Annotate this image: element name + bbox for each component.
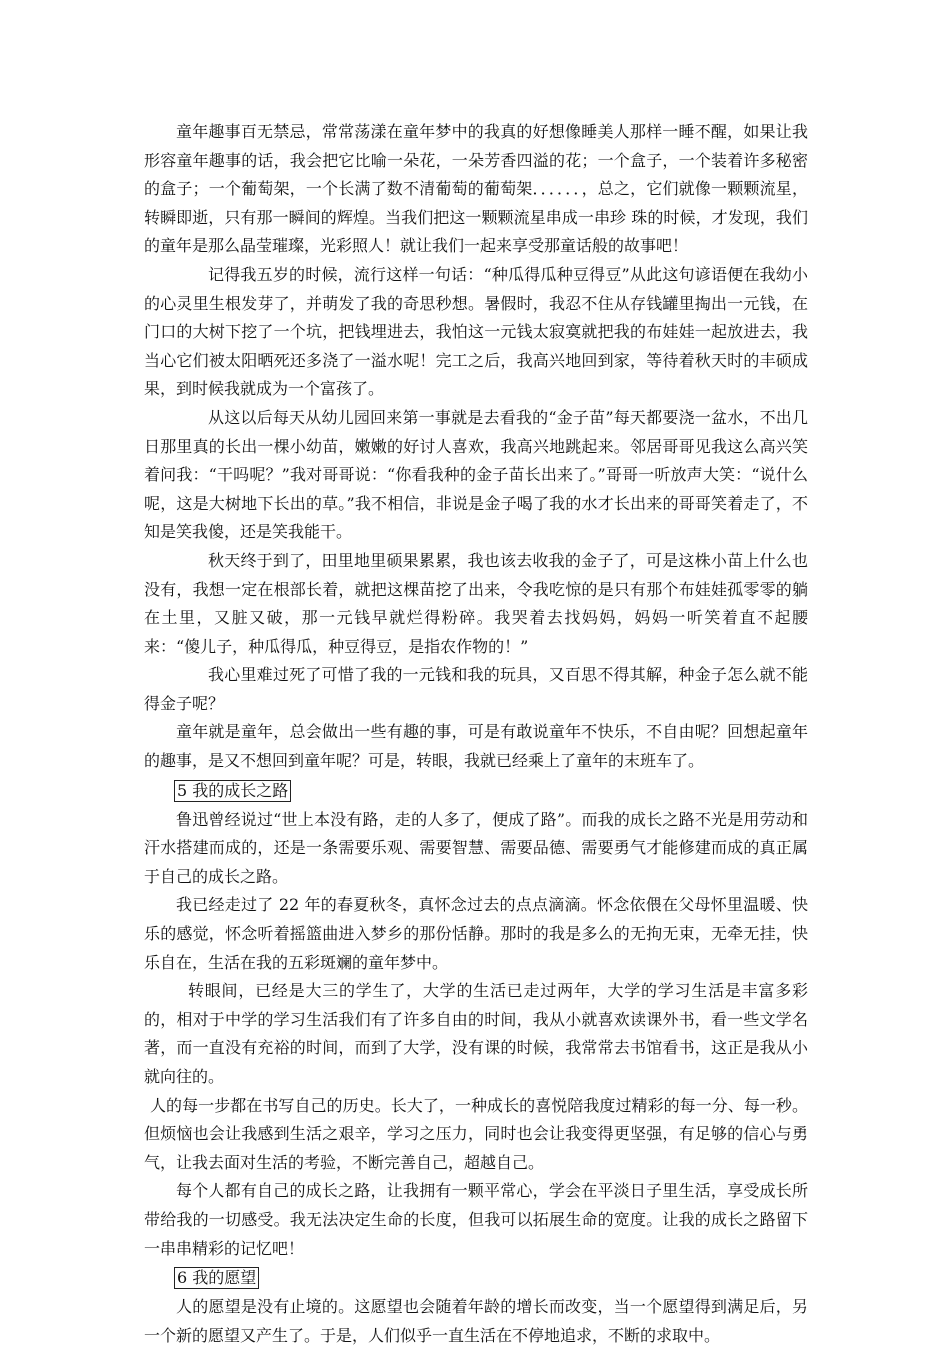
paragraph: 童年就是童年，总会做出一些有趣的事，可是有敢说童年不快乐，不自由呢？回想起童年的趣事，是又不想回到童年呢？可是，转眼，我就已经乘上了童年的末班车了。 xyxy=(144,722,808,771)
paragraph: 从这以后每天从幼儿园回来第一事就是去看我的“金子苗”每天都要浇一盆水，不出几日那里真的长出一棵小幼苗，嫩嫩的好讨人喜欢，我高兴地跳起来。邻居哥哥见我这么高兴笑着问我：“干吗呢？”我对哥哥说：“你看我种的金子苗长出来了。”哥哥一听放声大笑：“说什么呢，这是大树地下长出的草。”我不相信，非说是金子喝了我的水才长出来的哥哥笑着走了，不知是笑我傻，还是笑我能干。 xyxy=(144,407,808,542)
document-body xyxy=(144,118,808,1350)
paragraph: 人的愿望是没有止境的。这愿望也会随着年龄的增长而改变，当一个愿望得到满足后，另一个新的愿望又产生了。于是，人们似乎一直生活在不停地追求，不断的求取中。 xyxy=(144,1297,808,1345)
paragraph: 转眼间，已经是大三的学生了，大学的生活已走过两年，大学的学习生活是丰富多彩的，相对于中学的学习生活我们有了许多自由的时间，我从小就喜欢读课外书，看一些文学名著，而一直没有充裕的时间，而到了大学，没有课的时候，我常常去书馆看书，这正是我从小就向往的。 xyxy=(144,981,808,1086)
paragraph: 人的每一步都在书写自己的历史。长大了，一种成长的喜悦陪我度过精彩的每一分、每一秒。但烦恼也会让我感到生活之艰辛，学习之压力，同时也会让我变得更坚强，有足够的信心与勇气，让我去面对生活的考验，不断完善自己，超越自己。 xyxy=(144,1095,808,1172)
section-heading-wrap xyxy=(144,776,808,806)
paragraph: 秋天终于到了，田里地里硕果累累，我也该去收我的金子了，可是这株小苗上什么也没有，我想一定在根部长着，就把这棵苗挖了出来，令我吃惊的是只有那个布娃娃孤零零的躺在土里，又脏又破，那一元钱早就烂得粉碎。我哭着去找妈妈，妈妈一听笑着直不起腰来：“傻儿子，种瓜得瓜，种豆得豆，是指农作物的！” xyxy=(144,550,808,656)
paragraph: 鲁迅曾经说过“世上本没有路，走的人多了，便成了路”。而我的成长之路不光是用劳动和汗水搭建而成的，还是一条需要乐观、需要智慧、需要品德、需要勇气才能修建而成的真正属于自己的成长之路。 xyxy=(144,809,808,886)
paragraph: 我心里难过死了可惜了我的一元钱和我的玩具，又百思不得其解，种金子怎么就不能得金子呢？ xyxy=(144,665,808,713)
paragraph: 每个人都有自己的成长之路，让我拥有一颗平常心，学会在平淡日子里生活，享受成长所带给我的一切感受。我无法决定生命的长度，但我可以拓展生命的宽度。让我的成长之路留下一串串精彩的记忆吧！ xyxy=(144,1181,808,1258)
section-heading: 6 我的愿望 xyxy=(174,1267,259,1289)
paragraph: 童年趣事百无禁忌，常常荡漾在童年梦中的我真的好想像睡美人那样一睡不醒，如果让我形容童年趣事的话，我会把它比喻一朵花，一朵芳香四溢的花；一个盒子，一个装着许多秘密的盒子；一个葡萄架，一个长满了数不清葡萄的葡萄架．．．．．．，总之，它们就像一颗颗流星，转瞬即逝，只有那一瞬间的辉煌。当我们把这一颗颗流星串成一串珍 珠的时候，才发现，我们的童年是那么晶莹璀璨，光彩照人！就让我们一起来享受那童话般的故事吧！ xyxy=(144,122,808,256)
section-heading: 5 我的成长之路 xyxy=(174,780,291,802)
paragraph: 记得我五岁的时候，流行这样一句话：“种瓜得瓜种豆得豆”从此这句谚语便在我幼小的心灵里生根发芽了，并萌发了我的奇思秒想。暑假时，我忍不住从存钱罐里掏出一元钱，在门口的大树下挖了一个坑，把钱埋进去，我怕这一元钱太寂寞就把我的布娃娃一起放进去，我当心它们被太阳晒死还多浇了一溢水呢！完工之后，我高兴地回到家，等待着秋天时的丰硕成果，到时候我就成为一个富孩了。 xyxy=(144,264,808,399)
section-heading-wrap xyxy=(144,1263,808,1293)
paragraph: 我已经走过了 22 年的春夏秋冬，真怀念过去的点点滴滴。怀念依偎在父母怀里温暖、快乐的感觉，怀念听着摇篮曲进入梦乡的那份恬静。那时的我是多么的无拘无束，无牵无挂，快乐自在，生活在我的五彩斑斓的童年梦中。 xyxy=(144,895,808,972)
